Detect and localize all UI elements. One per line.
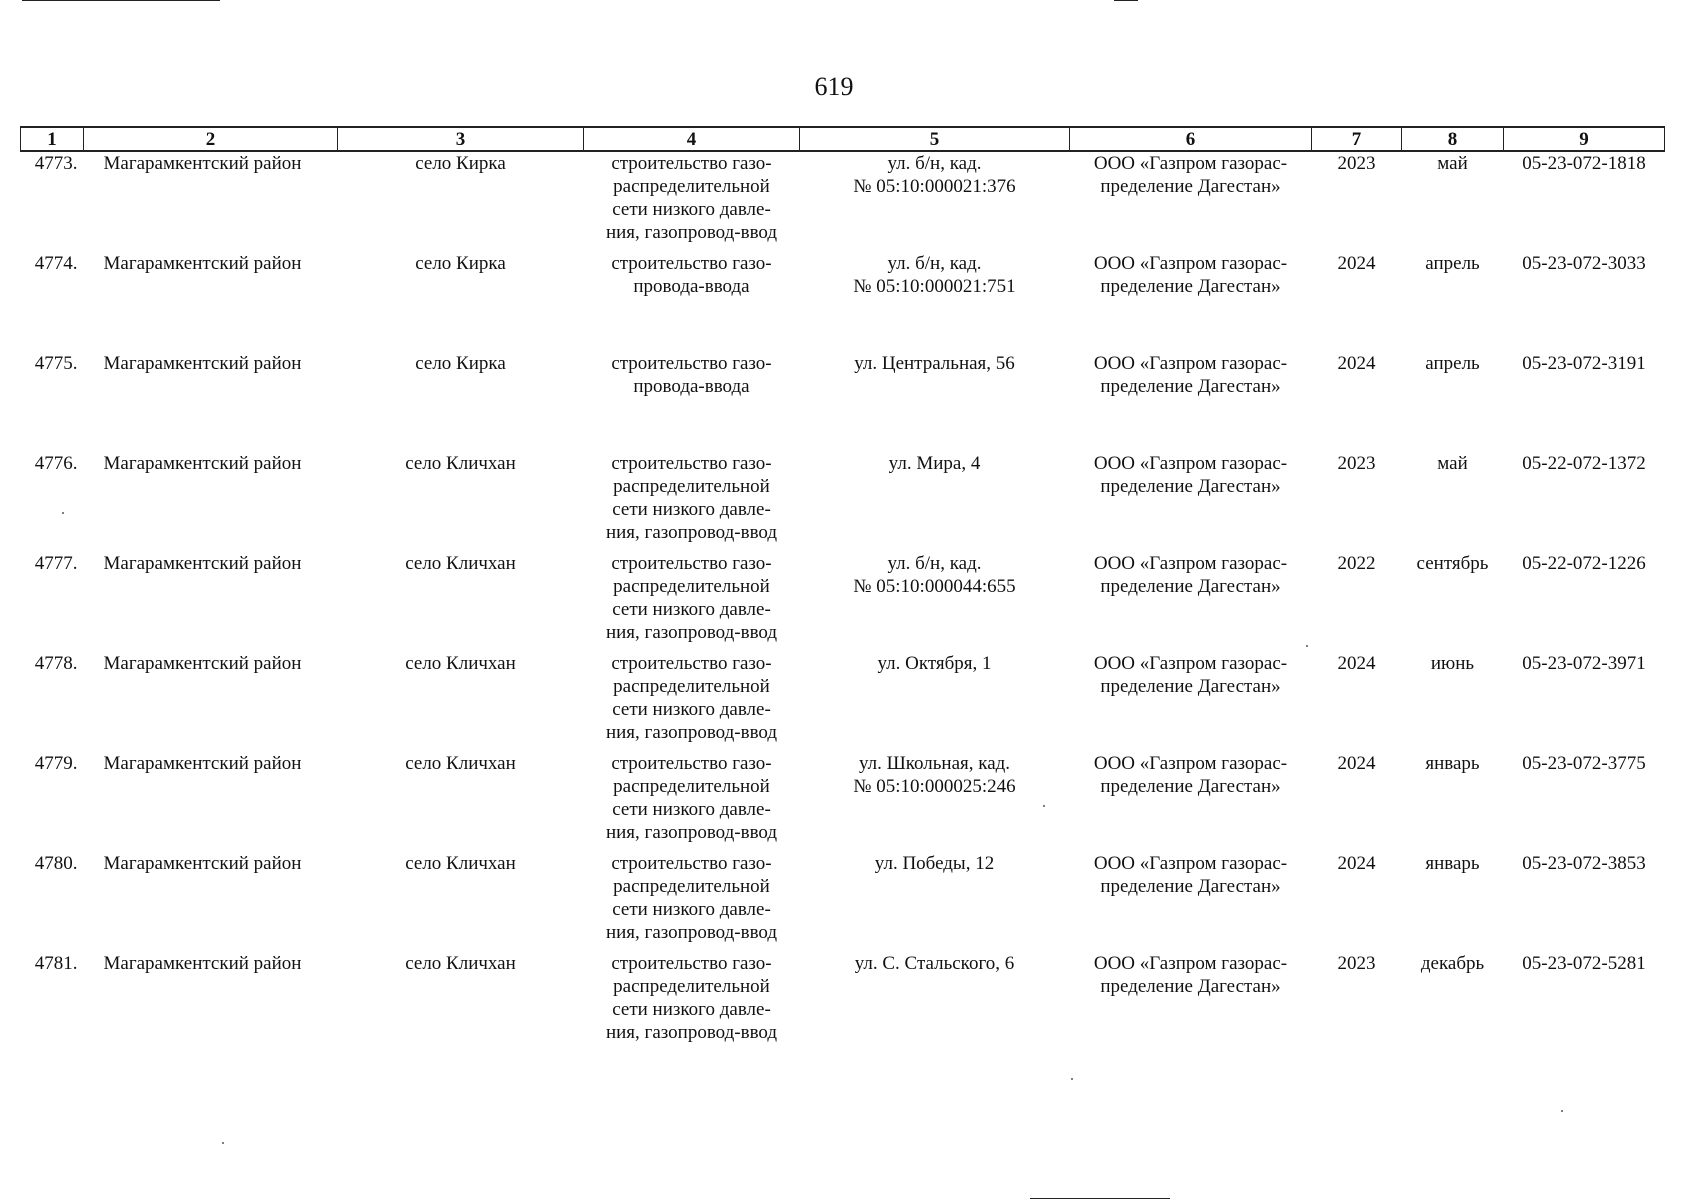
locality-cell: село Кличхан <box>405 653 516 674</box>
row-number: 4780. <box>34 853 78 874</box>
row-number: 4775. <box>34 353 78 374</box>
year-cell: 2024 <box>1337 353 1376 374</box>
scan-edge-rule-left <box>22 0 220 1</box>
work-cell <box>584 452 800 552</box>
work-cell-line: распределительной <box>613 676 770 697</box>
locality-cell: село Кирка <box>415 153 506 174</box>
year-cell: 2023 <box>1337 153 1376 174</box>
code-cell: 05-23-072-3775 <box>1522 753 1646 774</box>
organization-cell-line: пределение Дагестан» <box>1100 276 1281 297</box>
locality-cell: село Кличхан <box>405 453 516 474</box>
work-cell-line: сети низкого давле- <box>612 199 771 220</box>
work-cell-line: строительство газо- <box>611 553 772 574</box>
work-cell-line: ния, газопровод-ввод <box>605 622 778 643</box>
table-row <box>21 352 1665 452</box>
table-row <box>21 752 1665 852</box>
organization-cell-line: пределение Дагестан» <box>1100 776 1281 797</box>
organization-cell-line: ООО «Газпром газорас- <box>1093 353 1288 374</box>
address-cell <box>800 552 1070 652</box>
district-cell: Магарамкентский район <box>103 253 302 274</box>
address-cell-line: ул. Школьная, кад. <box>858 753 1011 774</box>
work-cell-line: распределительной <box>613 976 770 997</box>
organization-cell-line: пределение Дагестан» <box>1100 176 1281 197</box>
district-cell: Магарамкентский район <box>103 453 302 474</box>
code-cell: 05-22-072-1226 <box>1522 553 1646 574</box>
address-cell <box>800 352 1070 452</box>
work-cell-line: сети низкого давле- <box>612 899 771 920</box>
organization-cell-line: пределение Дагестан» <box>1100 676 1281 697</box>
locality-cell: село Кличхан <box>405 953 516 974</box>
address-cell-line: ул. С. Стальского, 6 <box>854 953 1015 974</box>
work-cell-line: строительство газо- <box>611 853 772 874</box>
locality-cell: село Кличхан <box>405 853 516 874</box>
work-cell-line: строительство газо- <box>611 453 772 474</box>
work-cell <box>584 252 800 352</box>
address-cell <box>800 452 1070 552</box>
work-cell-line: ния, газопровод-ввод <box>605 822 778 843</box>
organization-cell <box>1070 652 1312 752</box>
work-cell-line: распределительной <box>613 576 770 597</box>
registry-table <box>20 126 1665 1062</box>
work-cell-line: строительство газо- <box>611 353 772 374</box>
organization-cell-line: пределение Дагестан» <box>1100 376 1281 397</box>
work-cell-line: ния, газопровод-ввод <box>605 922 778 943</box>
row-number: 4773. <box>34 153 78 174</box>
month-cell: декабрь <box>1420 953 1485 974</box>
district-cell: Магарамкентский район <box>103 953 302 974</box>
address-cell-line: № 05:10:000021:751 <box>853 276 1016 297</box>
work-cell <box>584 752 800 852</box>
organization-cell <box>1070 252 1312 352</box>
year-cell: 2024 <box>1337 253 1376 274</box>
scan-speck <box>1561 1110 1563 1112</box>
work-cell <box>584 352 800 452</box>
code-cell: 05-23-072-3853 <box>1522 853 1646 874</box>
address-cell-line: ул. б/н, кад. <box>887 153 982 174</box>
district-cell: Магарамкентский район <box>103 153 302 174</box>
work-cell-line: распределительной <box>613 876 770 897</box>
table-row <box>21 151 1665 252</box>
row-number: 4777. <box>34 553 78 574</box>
month-cell: сентябрь <box>1416 553 1489 574</box>
row-number: 4778. <box>34 653 78 674</box>
address-cell-line: № 05:10:000025:246 <box>853 776 1016 797</box>
work-cell <box>584 652 800 752</box>
address-cell-line: № 05:10:000021:376 <box>853 176 1016 197</box>
column-header-9: 9 <box>1504 127 1665 151</box>
address-cell-line: ул. Мира, 4 <box>888 453 981 474</box>
address-cell <box>800 151 1070 252</box>
work-cell-line: провода-ввода <box>633 376 750 397</box>
district-cell: Магарамкентский район <box>103 653 302 674</box>
work-cell-line: провода-ввода <box>633 276 750 297</box>
organization-cell <box>1070 952 1312 1062</box>
scan-speck <box>62 512 64 514</box>
code-cell: 05-23-072-3191 <box>1522 353 1646 374</box>
work-cell <box>584 852 800 952</box>
scan-edge-rule-bottom <box>1030 1198 1170 1199</box>
row-number: 4779. <box>34 753 78 774</box>
scan-edge-rule-center <box>1114 0 1138 1</box>
locality-cell: село Кличхан <box>405 753 516 774</box>
address-cell <box>800 752 1070 852</box>
work-cell <box>584 151 800 252</box>
table-row <box>21 452 1665 552</box>
column-header-5: 5 <box>800 127 1070 151</box>
work-cell-line: ния, газопровод-ввод <box>605 522 778 543</box>
month-cell: апрель <box>1425 253 1480 274</box>
month-cell: май <box>1437 153 1468 174</box>
work-cell-line: строительство газо- <box>611 653 772 674</box>
work-cell-line: сети низкого давле- <box>612 599 771 620</box>
district-cell: Магарамкентский район <box>103 353 302 374</box>
row-number: 4781. <box>34 953 78 974</box>
column-header-3: 3 <box>338 127 584 151</box>
year-cell: 2024 <box>1337 753 1376 774</box>
work-cell-line: строительство газо- <box>611 253 772 274</box>
locality-cell: село Кирка <box>415 253 506 274</box>
table-row <box>21 952 1665 1062</box>
organization-cell-line: ООО «Газпром газорас- <box>1093 153 1288 174</box>
organization-cell <box>1070 452 1312 552</box>
organization-cell-line: пределение Дагестан» <box>1100 876 1281 897</box>
work-cell-line: распределительной <box>613 476 770 497</box>
year-cell: 2023 <box>1337 453 1376 474</box>
registry-body <box>21 151 1665 1062</box>
work-cell-line: распределительной <box>613 776 770 797</box>
year-cell: 2023 <box>1337 953 1376 974</box>
district-cell: Магарамкентский район <box>103 853 302 874</box>
address-cell-line: ул. Победы, 12 <box>874 853 995 874</box>
column-header-6: 6 <box>1070 127 1312 151</box>
column-header-1: 1 <box>21 127 84 151</box>
month-cell: июнь <box>1430 653 1475 674</box>
work-cell-line: ния, газопровод-ввод <box>605 222 778 243</box>
work-cell-line: строительство газо- <box>611 953 772 974</box>
locality-cell: село Кличхан <box>405 553 516 574</box>
month-cell: май <box>1437 453 1468 474</box>
scan-speck <box>222 1142 224 1144</box>
work-cell <box>584 952 800 1062</box>
organization-cell-line: пределение Дагестан» <box>1100 576 1281 597</box>
year-cell: 2022 <box>1337 553 1376 574</box>
column-header-2: 2 <box>84 127 338 151</box>
page-number: 619 <box>814 72 854 101</box>
organization-cell-line: пределение Дагестан» <box>1100 976 1281 997</box>
scan-speck <box>1306 645 1308 647</box>
work-cell-line: строительство газо- <box>611 753 772 774</box>
month-cell: январь <box>1425 853 1480 874</box>
column-header-4: 4 <box>584 127 800 151</box>
work-cell-line: ния, газопровод-ввод <box>605 1022 778 1043</box>
address-cell-line: ул. Октября, 1 <box>877 653 992 674</box>
address-cell <box>800 952 1070 1062</box>
row-number: 4774. <box>34 253 78 274</box>
column-number-header-row <box>21 127 1665 151</box>
address-cell-line: ул. Центральная, 56 <box>854 353 1015 374</box>
code-cell: 05-22-072-1372 <box>1522 453 1646 474</box>
column-header-7: 7 <box>1312 127 1402 151</box>
row-number: 4776. <box>34 453 78 474</box>
scan-speck <box>1043 805 1045 807</box>
code-cell: 05-23-072-5281 <box>1522 953 1646 974</box>
table-row <box>21 252 1665 352</box>
organization-cell-line: ООО «Газпром газорас- <box>1093 653 1288 674</box>
work-cell-line: сети низкого давле- <box>612 699 771 720</box>
code-cell: 05-23-072-1818 <box>1522 153 1646 174</box>
organization-cell <box>1070 151 1312 252</box>
work-cell-line: распределительной <box>613 176 770 197</box>
organization-cell-line: ООО «Газпром газорас- <box>1093 553 1288 574</box>
month-cell: январь <box>1425 753 1480 774</box>
year-cell: 2024 <box>1337 853 1376 874</box>
organization-cell-line: ООО «Газпром газорас- <box>1093 453 1288 474</box>
organization-cell-line: ООО «Газпром газорас- <box>1093 253 1288 274</box>
work-cell-line: сети низкого давле- <box>612 799 771 820</box>
code-cell: 05-23-072-3033 <box>1522 253 1646 274</box>
month-cell: апрель <box>1425 353 1480 374</box>
scan-speck <box>1071 1078 1073 1080</box>
table-row <box>21 852 1665 952</box>
address-cell-line: № 05:10:000044:655 <box>853 576 1016 597</box>
work-cell-line: сети низкого давле- <box>612 999 771 1020</box>
address-cell <box>800 252 1070 352</box>
address-cell-line: ул. б/н, кад. <box>887 253 982 274</box>
work-cell <box>584 552 800 652</box>
organization-cell-line: пределение Дагестан» <box>1100 476 1281 497</box>
column-header-8: 8 <box>1402 127 1504 151</box>
organization-cell-line: ООО «Газпром газорас- <box>1093 853 1288 874</box>
locality-cell: село Кирка <box>415 353 506 374</box>
organization-cell <box>1070 752 1312 852</box>
organization-cell-line: ООО «Газпром газорас- <box>1093 953 1288 974</box>
organization-cell <box>1070 852 1312 952</box>
organization-cell <box>1070 352 1312 452</box>
work-cell-line: ния, газопровод-ввод <box>605 722 778 743</box>
work-cell-line: сети низкого давле- <box>612 499 771 520</box>
address-cell-line: ул. б/н, кад. <box>887 553 982 574</box>
code-cell: 05-23-072-3971 <box>1522 653 1646 674</box>
work-cell-line: строительство газо- <box>611 153 772 174</box>
address-cell <box>800 652 1070 752</box>
district-cell: Магарамкентский район <box>103 753 302 774</box>
organization-cell <box>1070 552 1312 652</box>
table-row <box>21 652 1665 752</box>
organization-cell-line: ООО «Газпром газорас- <box>1093 753 1288 774</box>
address-cell <box>800 852 1070 952</box>
district-cell: Магарамкентский район <box>103 553 302 574</box>
year-cell: 2024 <box>1337 653 1376 674</box>
table-row <box>21 552 1665 652</box>
